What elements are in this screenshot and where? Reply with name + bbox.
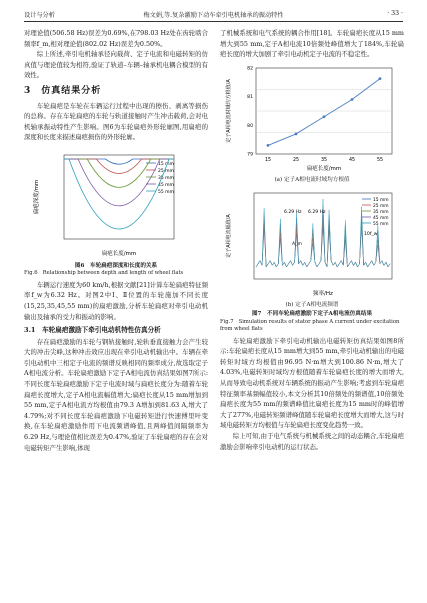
paper-short-title: 梅文娟,等.复杂激励下动车牵引电机轴承的振动特性 — [143, 12, 284, 19]
legend-label: 15 mm — [158, 161, 174, 167]
right-column — [220, 28, 404, 452]
legend-label: 35 mm — [158, 175, 174, 181]
y-tick-label: 79 — [247, 152, 253, 158]
paragraph: 综上所述,牵引电机轴承径向载荷、定子电流和电磁转矩的仿真值与理论值较为相符,验证了轨道–车辆–轴承机电耦合模型的有效性。 — [24, 50, 208, 80]
annotation: 10f_w — [364, 231, 378, 237]
data-point — [267, 144, 270, 147]
figure-6 — [24, 147, 208, 277]
annotation: 6.29 Hz — [308, 209, 326, 215]
legend-label: 45 mm — [373, 215, 389, 221]
fig7b-chart — [220, 187, 404, 299]
figure-7b — [220, 187, 404, 310]
paragraph: 综上可知,由于电气系统与机械系统之间的动态耦合,车轮扁疤激励会影响牵引电动机的运行状态。 — [220, 431, 404, 451]
subsection-title: 3.1 车轮扁疤激励下牵引电动机特性仿真分析 — [24, 326, 161, 335]
plot-frame — [64, 155, 174, 239]
legend-label: 15 mm — [373, 197, 389, 203]
data-point — [379, 77, 382, 80]
x-axis-label: 扁疤长度/mm — [101, 250, 137, 257]
fig7-caption-en: Fig.7 Simulation results of stator phase A current under excitation from wheel flats — [220, 318, 400, 332]
x-tick-label: 55 — [376, 157, 384, 163]
fig7a-caption: (a) 定子A相电流时域均方根值 — [274, 177, 350, 184]
y-tick-label: 82 — [247, 66, 253, 72]
y-axis-label: 扁疤深度/mm — [34, 179, 40, 215]
y-axis-label: 定子A相电流幅值/A — [226, 213, 232, 258]
series-line — [268, 78, 380, 145]
x-tick-label: 15 — [264, 157, 272, 163]
paragraph: 车辆运行速度为60 km/h,根据文献[21]计算车轮扁疤特征频率f_w为6.32 Hz。对图2中Ⅰ、Ⅱ位置的车轮施加不同长度(15,25,35,45,55 mm)的扁疤激励,分析车轮扁疤对牵引电动机输出及轴承的受力和振动的影响。 — [24, 280, 208, 321]
journal-name: 设计与分析 — [24, 12, 55, 19]
fig6-chart — [24, 147, 208, 259]
y-tick-label: 80 — [247, 123, 253, 129]
paragraph: 对理论值(506.58 Hz)误差为0.69%,在798.03 Hz处在齿轮啮合频率f_m,相对理论值(802.02 Hz)误差为0.50%。 — [24, 29, 208, 48]
y-tick-label: 81 — [247, 94, 253, 100]
x-axis-label: 频率/Hz — [313, 290, 333, 297]
paragraph: 车轮扁疤激励下牵引电动机输出电磁转矩仿真结果如图8所示:车轮扁疤长度从15 mm增大到55 mm,牵引电动机输出的电磁转矩时域方均根值由96.95 N·m增大到100.86 N·m,增大了4.03%,电磁转矩时域均方根值随着车轮扁疤长度的增大而增大,从而导致电动机系统对车辆系统的振动产生影响;考虑到车轮扁疤特征频率基频幅值较小,本文分析其10倍频处的频谱值,10倍频处扁疤长度为55 mm的频谱峰值比扁疤长度为15 mm时的峰值增大了277%,电磁转矩频谱峰值随车轮扁疤长度增大而增大,这与时域电磁转矩方均根值与车轮扁疤长度变化趋势一致。 — [220, 336, 404, 430]
fig7a-chart — [220, 62, 404, 174]
data-point — [323, 115, 326, 118]
x-tick-label: 45 — [348, 157, 356, 163]
data-point — [295, 132, 298, 135]
data-point — [351, 98, 354, 101]
x-axis-label: 扁疤长度/mm — [306, 165, 342, 172]
header-rule — [24, 21, 403, 22]
fig7b-caption: (b) 定子A相电流频谱 — [285, 302, 339, 309]
figure-7a — [220, 62, 404, 185]
paragraph: 存在扁疤激励的车轮与钢轨接触时,轮轨垂直接触力会产生较大的冲击尖峰,这种冲击效应出现在牵引电动机输出中。车辆在牵引电动机中三相定子电流的频谱反映相同的频率成分,故选取定子A相电流分析。车轮扁疤激励下定子A相电流仿真结果如图7所示:不同长度车轮扁疤激励下定子电流时域与扁疤长度分为:随着车轮扁疤长度增大,定子A相电流幅值增大;扁疤长度从15 mm增加到55 mm,定子A相电流方均根值由79.3 A增加到81.63 A,增大了4.79%;对不同长度车轮扁疤激励下电磁转矩进行快速傅里叶变换,在车轮扁疤激励作用下电流频谱峰值,且两峰值间隔频率为6.29 Hz,与理论值相比误差为0.47%,验证了车轮扁疤的存在会对电磁转矩产生影响,体现 — [24, 337, 208, 452]
legend-label: 25 mm — [158, 168, 174, 174]
legend-label: 55 mm — [373, 221, 389, 227]
legend-label: 55 mm — [158, 189, 174, 195]
paragraph: 车轮扁疤是车轮在车辆运行过程中出现的擦伤、剥离等损伤的总称。存在车轮扁疤的车轮与轨道接触时产生冲击载荷,会对电机轴承振动特性产生影响。图6为车轮扁疤外形轮廓图,用扁疤的深度和长度来描述扁疤损伤的外形轮廓。 — [24, 101, 208, 142]
annotation: A_m — [292, 241, 302, 247]
x-tick-label: 35 — [320, 157, 328, 163]
fig6-caption-en: Fig.6 Relationship between depth and length of wheel flats — [24, 269, 184, 276]
running-header — [24, 6, 403, 20]
legend-label: 35 mm — [373, 209, 389, 215]
paragraph: 了机械系统和电气系统的耦合作用[18]。车轮扁疤长度从15 mm增大到55 mm,定子A相电流10倍频处峰值增大了184%,车轮扁疤长度的增大加剧了牵引电动机定子电流的不稳定性。 — [220, 29, 404, 59]
fig6-caption: 图6 车轮扁疤深度和长度的关系 — [74, 262, 158, 269]
legend-label: 45 mm — [158, 182, 174, 188]
x-tick-label: 25 — [292, 157, 300, 163]
legend-label: 25 mm — [373, 203, 389, 209]
section-title: 3 仿真结果分析 — [24, 85, 102, 96]
fig7-caption: 图7 不同车轮扁疤激励下定子A相电流仿真结果 — [251, 311, 373, 318]
left-column — [24, 28, 208, 453]
y-axis-label: 定子A相电流时域均方根值/A — [226, 79, 232, 143]
annotation: 6.29 Hz — [284, 209, 302, 215]
page-number: · 33 · — [387, 10, 403, 17]
